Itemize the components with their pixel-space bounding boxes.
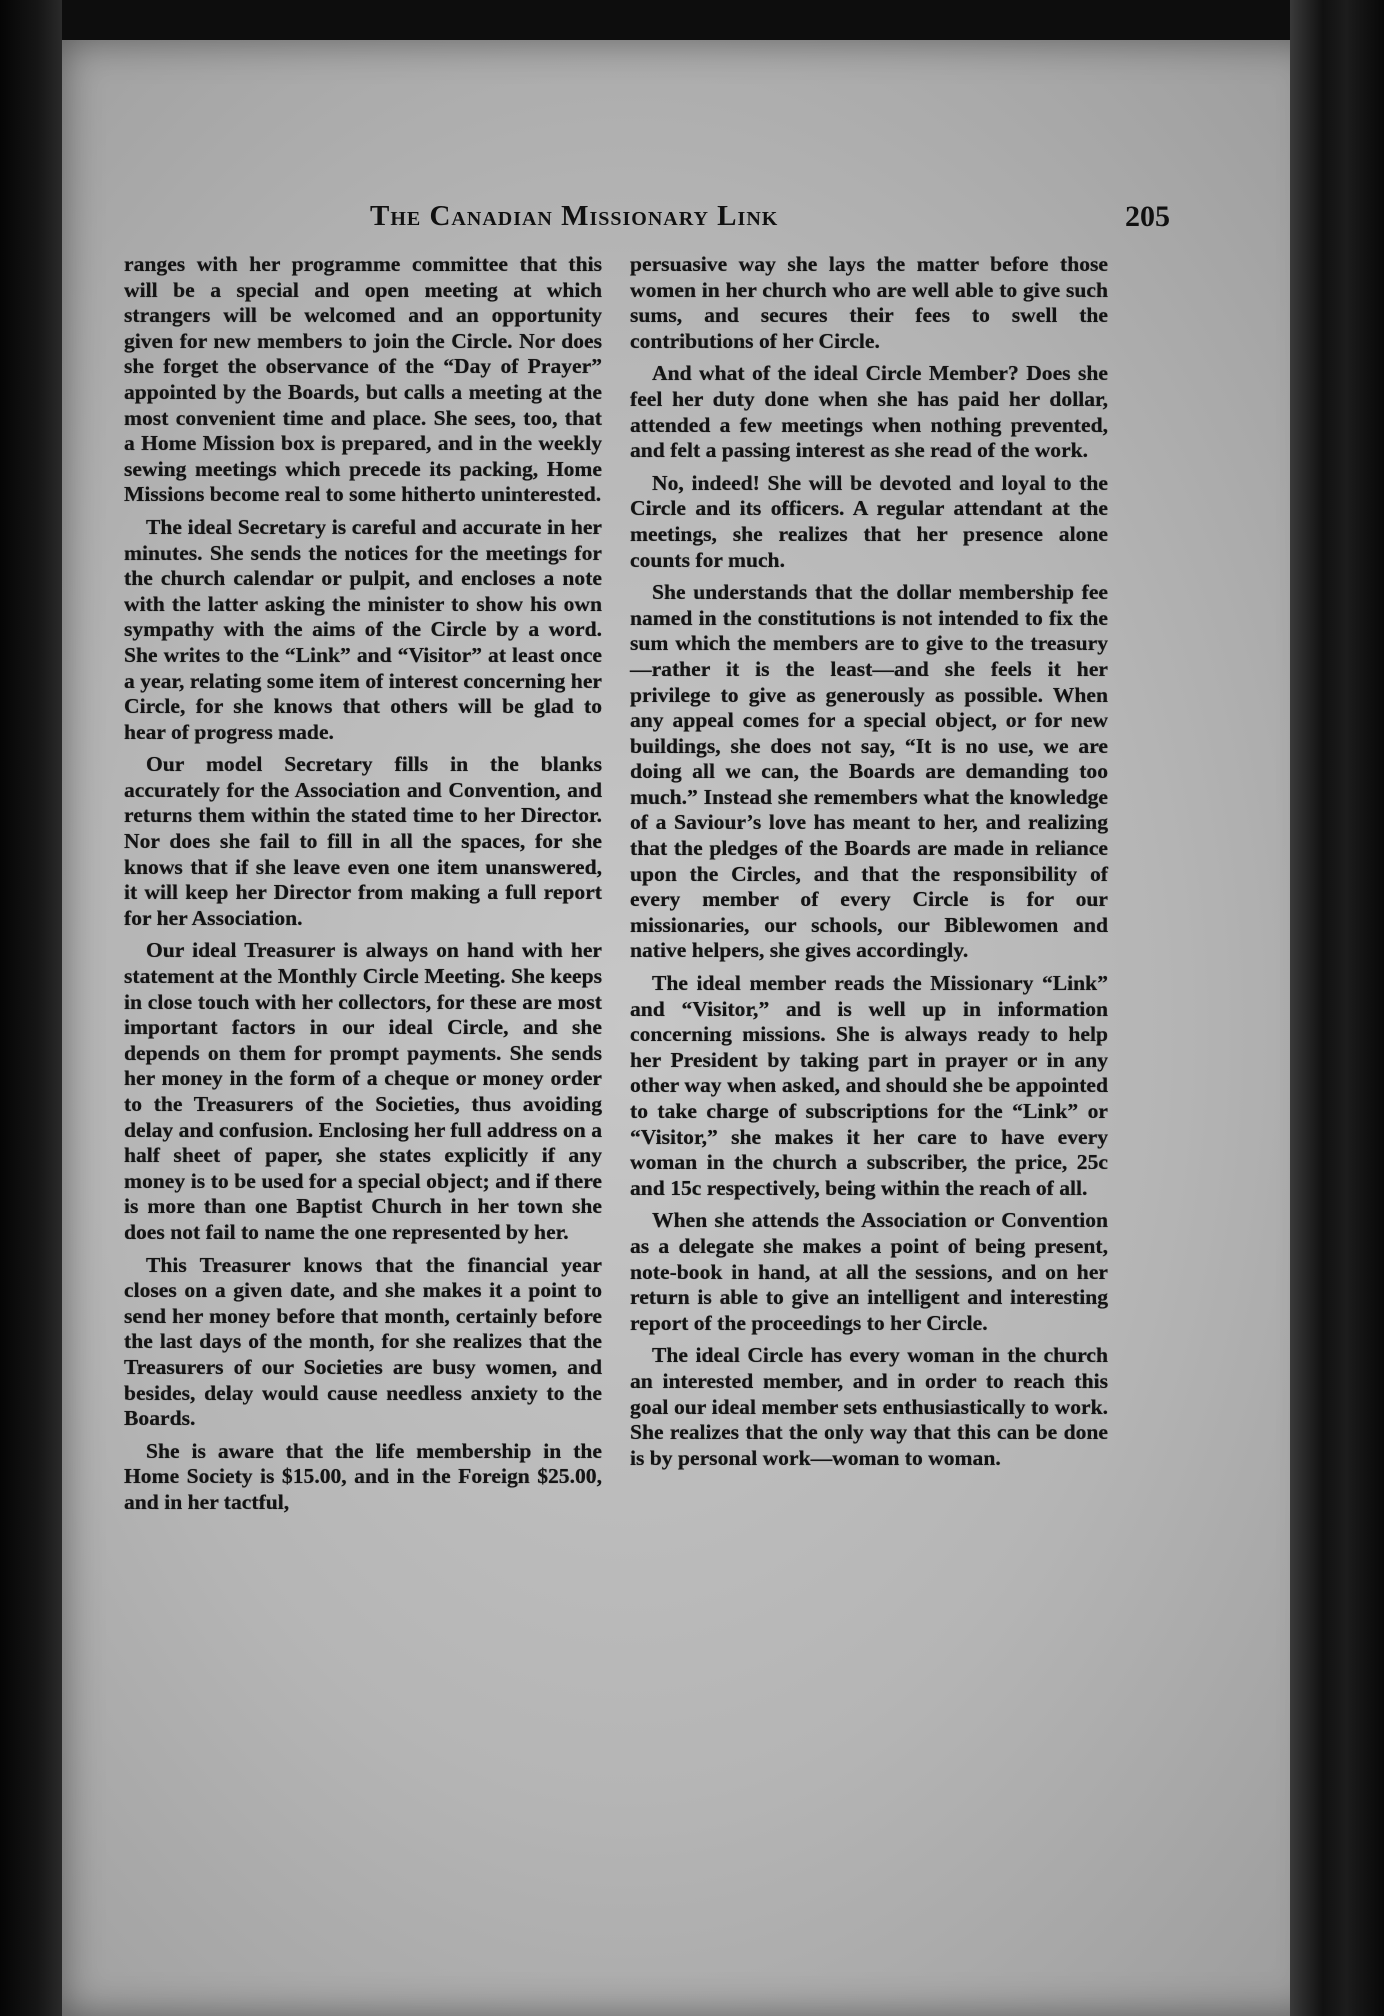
left-column bbox=[124, 252, 602, 1523]
paragraph: ranges with her programme committee that this will be a special and open meeting at which strangers will be welcomed and an opportunity given for new members to join the Circle. Nor does she forget the observance of the “Day of Prayer” appointed by the Boards, but calls a meeting at the most convenient time and place. She sees, too, that a Home Mission box is prepared, and in the weekly sewing meetings which precede its packing, Home Missions become real to some hitherto uninterested. bbox=[124, 252, 602, 507]
page-fore-edge bbox=[1290, 0, 1384, 2016]
book-binding-edge bbox=[0, 0, 62, 2016]
paragraph: She is aware that the life membership in the Home Society is $15.00, and in the Foreign $25.00, and in her tactful, bbox=[124, 1438, 602, 1514]
right-column bbox=[630, 252, 1108, 1478]
page-number: 205 bbox=[1125, 200, 1170, 233]
paragraph: When she attends the Association or Convention as a delegate she makes a point of being present, note-book in hand, at all the sessions, and on her return is able to give an intelligent and interesting report of the proceedings to her Circle. bbox=[630, 1208, 1108, 1335]
paragraph: The ideal member reads the Missionary “Link” and “Visitor,” and is well up in information concerning missions. She is always ready to help her President by taking part in prayer or in any other way when asked, and should she be appointed to take charge of subscriptions for the “Link” or “Visitor,” she makes it her care to have every woman in the church a subscriber, the price, 25c and 15c respectively, being within the reach of all. bbox=[630, 971, 1108, 1200]
paragraph: This Treasurer knows that the financial year closes on a given date, and she makes it a point to send her money before that month, certainly before the last days of the month, for she realizes that the Treasurers of our Societies are busy women, and besides, delay would cause needless anxiety to the Boards. bbox=[124, 1252, 602, 1431]
paragraph: The ideal Secretary is careful and accurate in her minutes. She sends the notices for the meetings for the church calendar or pulpit, and encloses a note with the latter asking the minister to show his own sympathy with the aims of the Circle by a word. She writes to the “Link” and “Visitor” at least once a year, relating some item of interest concerning her Circle, for she knows that others will be glad to hear of progress made. bbox=[124, 514, 602, 744]
journal-title: The Canadian Missionary Link bbox=[370, 200, 779, 232]
paragraph: The ideal Circle has every woman in the church an interested member, and in order to reach this goal our ideal member sets enthusiastically to work. She realizes that the only way that this can be done is by personal work—woman to woman. bbox=[630, 1343, 1108, 1470]
running-head bbox=[370, 200, 1190, 240]
paragraph: persuasive way she lays the matter before those women in her church who are well able to give such sums, and secures their fees to swell the contributions of her Circle. bbox=[630, 252, 1108, 353]
paragraph: She understands that the dollar membership fee named in the constitutions is not intended to fix the sum which the members are to give to the treasury —rather it is the least—and she feels it her privilege to give as generously as possible. When any appeal comes for a special object, or for new buildings, she does not say, “It is no use, we are doing all we can, the Boards are demanding too much.” Instead she remembers what the knowledge of a Saviour’s love has meant to her, and realizing that the pledges of the Boards are made in reliance upon the Circles, and that the responsibility of every member of every Circle is for our missionaries, our schools, our Biblewomen and native helpers, she gives accordingly. bbox=[630, 580, 1108, 963]
paragraph: Our model Secretary fills in the blanks accurately for the Association and Convention, and returns them within the stated time to her Director. Nor does she fail to fill in all the spaces, for she knows that if she leave even one item unanswered, it will keep her Director from making a full report for her Association. bbox=[124, 752, 602, 930]
paragraph: And what of the ideal Circle Member? Does she feel her duty done when she has paid her dollar, attended a few meetings when nothing prevented, and felt a passing interest as she read of the work. bbox=[630, 361, 1108, 463]
paragraph: No, indeed! She will be devoted and loyal to the Circle and its officers. A regular attendant at the meetings, she realizes that her presence alone counts for much. bbox=[630, 470, 1108, 572]
paragraph: Our ideal Treasurer is always on hand with her statement at the Monthly Circle Meeting. She keeps in close touch with her collectors, for these are most important factors in our ideal Circle, and she depends on them for prompt payments. She sends her money in the form of a cheque or money order to the Treasurers of the Societies, thus avoiding delay and confusion. Enclosing her full address on a half sheet of paper, she states explicitly if any money is to be used for a special object; and if there is more than one Baptist Church in her town she does not fail to name the one represented by her. bbox=[124, 938, 602, 1244]
